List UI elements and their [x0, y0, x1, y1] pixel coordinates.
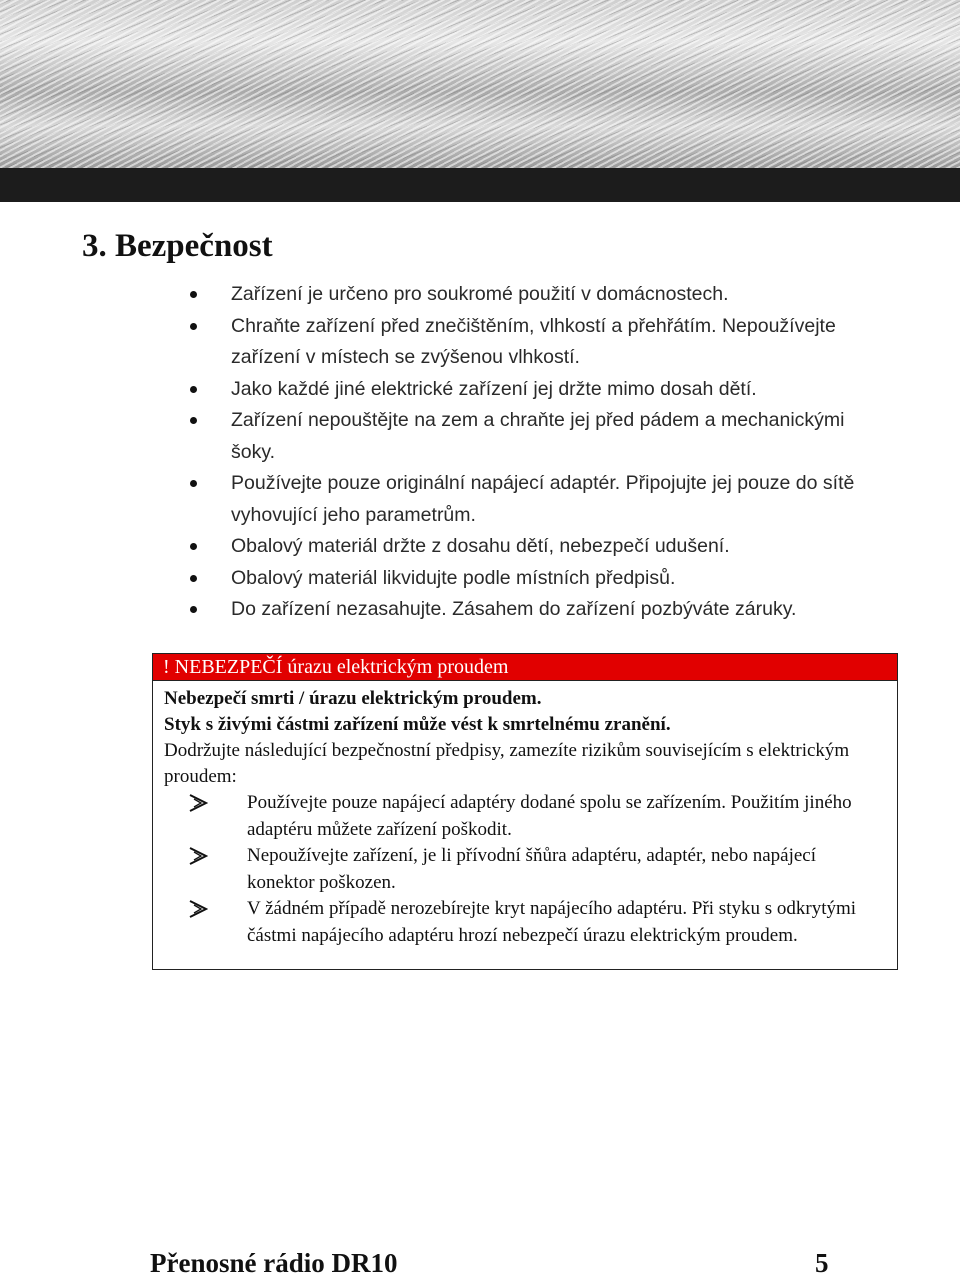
page-number: 5 [815, 1248, 829, 1278]
danger-intro: Dodržujte následující bezpečnostní předpisy, zamezíte rizikům souvisejícím s elektrickým proudem: [164, 740, 850, 787]
list-item [0, 311, 960, 374]
list-item-text: Obalový materiál likvidujte podle místních předpisů. [231, 566, 676, 589]
list-item-text: Obalový materiál držte z dosahu dětí, nebezpečí udušení. [231, 535, 730, 557]
danger-header: ! NEBEZPEČÍ úrazu elektrickým proudem [153, 654, 897, 681]
safety-bullet-list [0, 279, 960, 626]
danger-bold-line: Styk s živými částmi zařízení může vést k smrtelnému zranění. [164, 714, 671, 735]
danger-warning-box [152, 653, 898, 970]
list-item [0, 468, 960, 531]
list-item-text: Používejte pouze originální napájecí adaptér. Připojujte jej pouze do sítě vyhovující jeho parametrům. [231, 472, 855, 526]
list-item [164, 843, 897, 896]
list-item [0, 563, 960, 595]
bullet-dot-icon [190, 575, 197, 582]
danger-rule-list [164, 790, 897, 949]
list-item-text: Do zařízení nezasahujte. Zásahem do zařízení pozbýváte záruky. [231, 598, 797, 620]
section-title: 3. Bezpečnost [82, 228, 273, 264]
list-item [164, 896, 897, 949]
bullet-dot-icon [190, 606, 197, 613]
brushed-metal-header [0, 0, 960, 168]
list-item-text: Jako každé jiné elektrické zařízení jej držte mimo dosah dětí. [231, 377, 757, 400]
arrowhead-bullet-icon [188, 898, 208, 920]
list-item [0, 531, 960, 563]
bullet-dot-icon [190, 386, 197, 393]
bullet-dot-icon [190, 323, 197, 330]
list-item [0, 594, 960, 626]
list-item [164, 790, 897, 843]
list-item-text: Používejte pouze napájecí adaptéry dodané spolu se zařízením. Použitím jiného adaptéru můžete zařízení poškodit. [247, 792, 852, 840]
bullet-dot-icon [190, 417, 197, 424]
bullet-dot-icon [190, 480, 197, 487]
danger-bold-line: Nebezpečí smrti / úrazu elektrickým proudem. [164, 688, 542, 709]
header-dark-bar [0, 168, 960, 202]
footer-title: Přenosné rádio DR10 [150, 1248, 398, 1278]
list-item [0, 374, 960, 406]
list-item-text: Nepoužívejte zařízení, je li přívodní šňůra adaptéru, adaptér, nebo napájecí konektor poškozen. [247, 845, 816, 893]
list-item-text: Zařízení je určeno pro soukromé použití v domácnostech. [231, 283, 729, 305]
bullet-dot-icon [190, 543, 197, 550]
bullet-dot-icon [190, 291, 197, 298]
list-item-text: V žádném případě nerozebírejte kryt napájecího adaptéru. Při styku s odkrytými částmi napájecího adaptéru hrozí nebezpečí úrazu elektrickým proudem. [247, 898, 857, 946]
list-item-text: Zařízení nepouštějte na zem a chraňte jej před pádem a mechanickými šoky. [231, 409, 845, 463]
arrowhead-bullet-icon [188, 792, 208, 814]
danger-body [153, 681, 897, 949]
list-item-text: Chraňte zařízení před znečištěním, vlhkostí a přehřátím. Nepoužívejte zařízení v místech se zvýšenou vlhkostí. [231, 314, 836, 368]
list-item [0, 279, 960, 311]
arrowhead-bullet-icon [188, 845, 208, 867]
list-item [0, 405, 960, 468]
